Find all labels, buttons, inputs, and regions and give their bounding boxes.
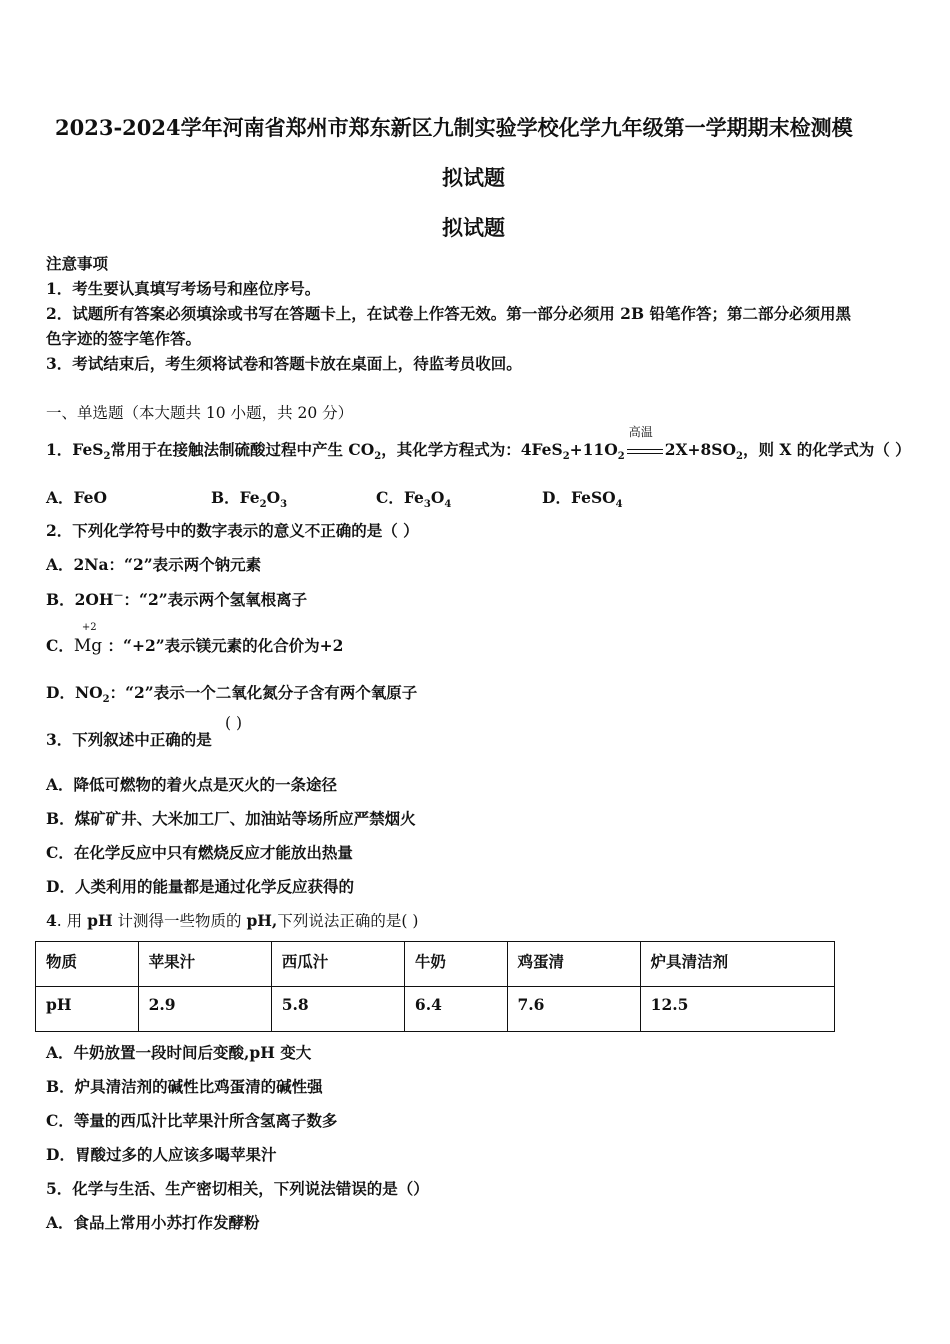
table-header-cell: 鸡蛋清: [507, 942, 640, 987]
question-2-option-c: C． +2 Mg ：“+2”表示镁元素的化合价为+2: [46, 622, 344, 656]
table-cell: 12.5: [640, 987, 834, 1032]
table-cell: 5.8: [271, 987, 404, 1032]
question-1-option-a: A．FeO: [46, 488, 108, 507]
ph-table: [35, 941, 835, 1032]
question-2-stem: 2．下列化学符号中的数字表示的意义不正确的是（ ）: [46, 521, 419, 540]
question-3-paren: ( ): [225, 714, 243, 732]
question-4-stem: 4. 用 pH 计测得一些物质的 pH,下列说法正确的是( ): [46, 911, 419, 930]
question-2-option-d: D．$NO_2$：“2”表示一个二氧化氮分子含有两个氧原子: [46, 683, 418, 706]
question-4-option-a: A．牛奶放置一段时间后变酸,pH 变大: [46, 1043, 312, 1062]
table-cell: 6.4: [404, 987, 507, 1032]
question-3-option-b: B．煤矿矿井、大米加工厂、加油站等场所应严禁烟火: [46, 809, 416, 828]
question-2-option-a: A．2Na：“2”表示两个钠元素: [46, 555, 262, 574]
notice-item-3: 3．考试结束后，考生须将试卷和答题卡放在桌面上，待监考员收回。: [46, 354, 522, 373]
question-4-option-d: D．胃酸过多的人应该多喝苹果汁: [46, 1145, 277, 1164]
question-4-option-c: C．等量的西瓜汁比苹果汁所含氢离子数多: [46, 1111, 338, 1130]
question-2-option-b: B．2OH－：“2”表示两个氢氧根离子: [46, 590, 308, 610]
table-header-cell: 苹果汁: [138, 942, 271, 987]
question-3-option-c: C．在化学反应中只有燃烧反应才能放出热量: [46, 843, 353, 862]
page-title-line3: 拟试题: [442, 215, 505, 240]
table-cell: 7.6: [507, 987, 640, 1032]
table-row: [36, 942, 835, 987]
mg-valence-symbol: +2 Mg: [73, 622, 103, 656]
notice-item-2-cont: 色字迹的签字笔作答。: [46, 329, 202, 348]
question-1-option-c: C．$Fe_3O_4$: [376, 488, 452, 511]
table-header-cell: 牛奶: [404, 942, 507, 987]
page-title-line2: 拟试题: [442, 165, 505, 190]
question-3-stem: 3．下列叙述中正确的是: [46, 730, 212, 749]
question-3-option-d: D．人类利用的能量都是通过化学反应获得的: [46, 877, 354, 896]
table-header-cell: 物质: [36, 942, 139, 987]
table-header-cell: 西瓜汁: [271, 942, 404, 987]
notice-heading: 注意事项: [46, 254, 109, 273]
table-cell: 2.9: [138, 987, 271, 1032]
question-4-option-b: B．炉具清洁剂的碱性比鸡蛋清的碱性强: [46, 1077, 323, 1096]
question-5-stem: 5．化学与生活、生产密切相关，下列说法错误的是（）: [46, 1179, 429, 1198]
question-5-option-a: A．食品上常用小苏打作发酵粉: [46, 1213, 260, 1232]
question-1-option-b: B．$Fe_2O_3$: [211, 488, 288, 511]
question-1-option-d: D．FeSO$_4$: [542, 488, 623, 511]
section-heading: 一、单选题（本大题共 10 小题，共 20 分）: [46, 404, 354, 422]
question-1-stem: 1．FeS$_2$常用于在接触法制硫酸过程中产生 $CO_2$，其化学方程式为：$4FeS_2+11O_2$ 高温 $2X+8SO_2$，则 X 的化学式为（ ）: [46, 425, 911, 463]
notice-item-1: 1．考生要认真填写考场号和座位序号。: [46, 279, 321, 298]
question-3-option-a: A．降低可燃物的着火点是灭火的一条途径: [46, 775, 338, 794]
table-cell: pH: [36, 987, 139, 1032]
table-row: [36, 987, 835, 1032]
page-title-line1: 2023-2024学年河南省郑州市郑东新区九制实验学校化学九年级第一学期期末检测模: [55, 115, 853, 140]
reaction-condition: 高温: [627, 440, 663, 459]
notice-item-2: 2．试题所有答案必须填涂或书写在答题卡上，在试卷上作答无效。第一部分必须用 2B 铅笔作答；第二部分必须用黑: [46, 304, 851, 323]
table-header-cell: 炉具清洁剂: [640, 942, 834, 987]
